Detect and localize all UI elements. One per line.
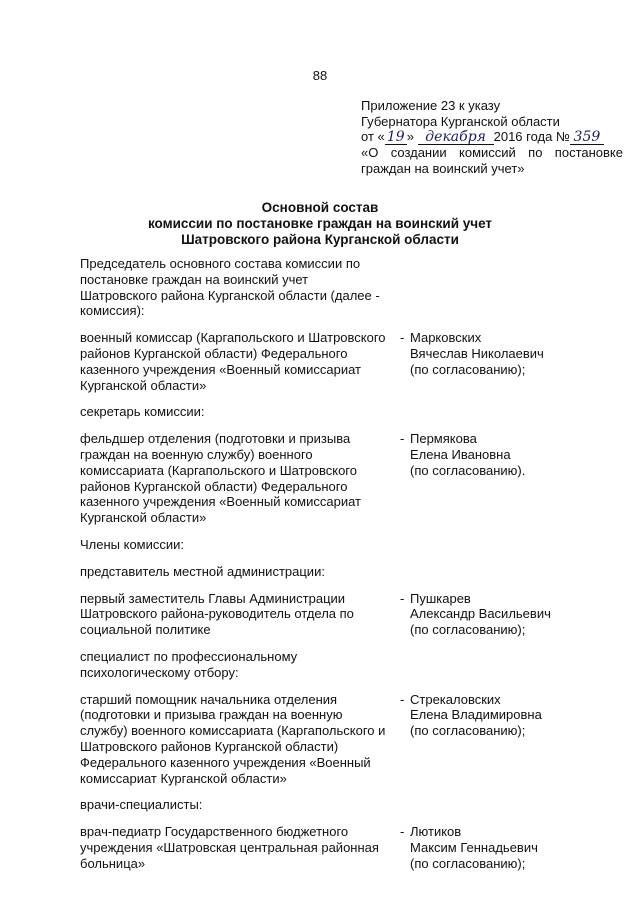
admin-person: Пушкарев Александр Васильевич (по согласованию); (410, 590, 551, 638)
year-text: 2016 года № (493, 129, 570, 144)
admin-position: первый заместитель Главы Администрации Шатровского района-руководитель отдела по социальной политике (80, 590, 354, 638)
appendix-line-1: Приложение 23 к указу (361, 98, 501, 113)
handwritten-day: 19 (385, 131, 407, 145)
pediatrician-person: Лютиков Максим Геннадьевич (по согласованию); (410, 824, 538, 871)
psych-person: Стрекаловских Елена Владимировна (по согласованию); (410, 691, 542, 739)
appendix-subject-2: граждан на воинский учет» (361, 160, 525, 176)
dash: - (400, 590, 405, 606)
secretary-row (80, 431, 625, 526)
admin-row (80, 591, 625, 638)
pediatrician-row (80, 824, 625, 871)
title-line-2: комиссии по постановке граждан на воинский учет (147, 216, 493, 231)
appendix-line-2: Губернатора Курганской области (361, 113, 560, 129)
secretary-person: Пермякова Елена Ивановна (по согласованию). (410, 431, 526, 478)
document-title (0, 200, 640, 248)
psych-heading: специалист по профессиональному психологическому отбору: (80, 648, 298, 680)
admin-heading: представитель местной администрации: (80, 563, 325, 579)
date-mid: » (406, 129, 414, 144)
title-line-3: Шатровского района Курганской области (181, 232, 459, 247)
secretary-position: фельдшер отделения (подготовки и призыва граждан на военную службу) военного комиссариата (Каргапольского и Шатровского районов Курганской области) Федерального казенного учреждения «Военный комиссариат Курганской области» (80, 431, 361, 526)
dash: - (400, 431, 405, 447)
appendix-header (361, 98, 623, 176)
doctors-heading: врачи-специалисты: (80, 797, 203, 813)
handwritten-number: 359 (570, 131, 604, 145)
composition-list (80, 256, 625, 883)
handwritten-month: декабря (418, 131, 494, 145)
psych-row (80, 692, 625, 787)
date-prefix: от « (361, 129, 385, 144)
chair-row (80, 330, 625, 393)
chair-position: военный комиссар (Каргапольского и Шатровского районов Курганской области) Федерального казенного учреждения «Военный комиссариат Курганской области» (80, 330, 386, 393)
title-line-1: Основной состав (261, 200, 379, 215)
appendix-date-line (361, 129, 623, 145)
dash: - (400, 824, 405, 840)
pediatrician-position: врач-педиатр Государственного бюджетного учреждения «Шатровская центральная районная больница» (80, 824, 379, 871)
chair-heading: Председатель основного состава комиссии по постановке граждан на воинский учет Шатровского района Курганской области (далее - комиссия): (80, 256, 380, 319)
chair-person: Марковских Вячеслав Николаевич (по согласованию); (410, 330, 544, 377)
page-number: 88 (312, 68, 328, 83)
psych-position: старший помощник начальника отделения (подготовки и призыва граждан на военную службу) военного комиссариата (Каргапольского и Шатровского районов Курганской области) Федерального казенного учреждения «Военный комиссариат Курганской области» (80, 691, 386, 786)
dash: - (400, 691, 405, 707)
appendix-subject-1: «О создании комиссий по постановке (361, 145, 623, 160)
members-heading: Члены комиссии: (80, 536, 185, 552)
dash: - (400, 330, 405, 346)
secretary-heading: секретарь комиссии: (80, 404, 205, 420)
